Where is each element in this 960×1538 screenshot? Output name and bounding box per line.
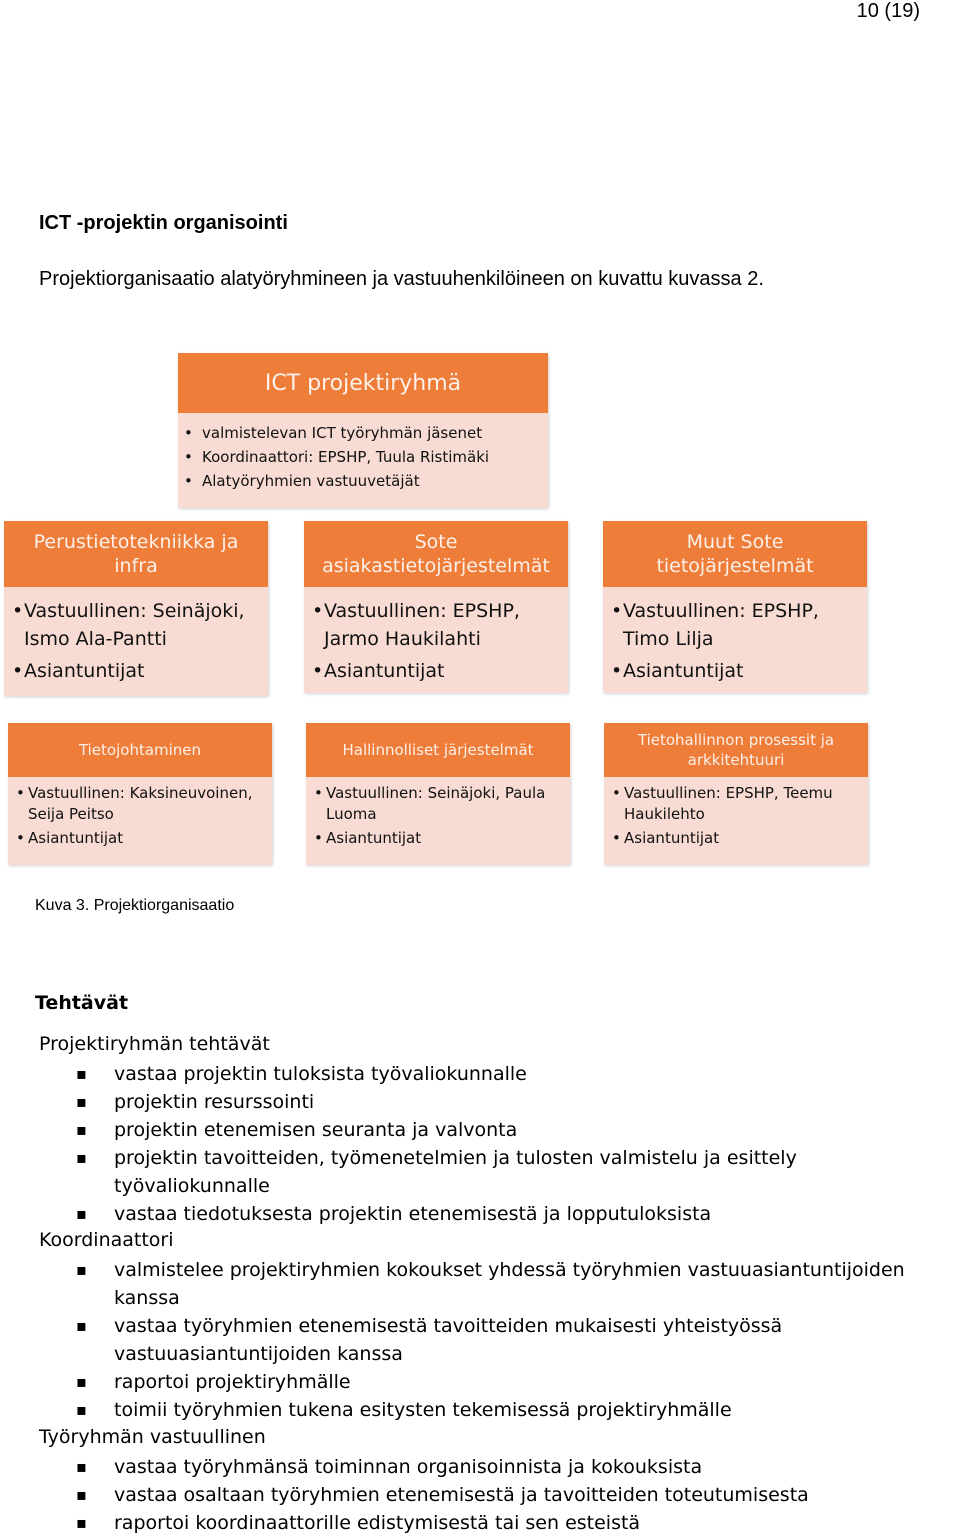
list-item: ▪ raportoi projektiryhmälle xyxy=(76,1368,956,1396)
org-box-item: • Vastuullinen: EPSHP, Timo Lilja xyxy=(623,597,867,653)
org-box-list xyxy=(304,587,568,685)
figure-caption: Kuva 3. Projektiorganisaatio xyxy=(35,897,235,914)
org-box-list xyxy=(4,587,268,685)
list-item: ▪ projektin resurssointi xyxy=(76,1088,956,1116)
org-box-sote-client xyxy=(304,521,568,693)
org-box-other-sote xyxy=(603,521,867,693)
subsection-title: Koordinaattori xyxy=(39,1229,174,1251)
list-item: ▪ vastaa tiedotuksesta projektin etenemisestä ja lopputuloksista xyxy=(76,1200,956,1228)
org-box-item: • Asiantuntijat xyxy=(324,657,568,685)
task-list xyxy=(76,1060,956,1228)
org-box-item: • Vastuullinen: Kaksineuvoinen, Seija Peitso xyxy=(28,783,272,825)
page-number: 10 (19) xyxy=(856,0,920,22)
org-box-info-management xyxy=(8,723,272,865)
org-box-title: Tietojohtaminen xyxy=(8,723,272,777)
task-list xyxy=(76,1256,956,1424)
org-box-title: ICT projektiryhmä xyxy=(178,353,548,413)
org-box-item: • Asiantuntijat xyxy=(24,657,268,685)
list-item: ▪ vastaa osaltaan työryhmien etenemisestä ja tavoitteiden toteutumisesta xyxy=(76,1481,956,1509)
org-box-title: Tietohallinnon prosessit ja arkkitehtuuri xyxy=(604,723,868,777)
org-box-list xyxy=(306,777,570,849)
org-box-infra xyxy=(4,521,268,696)
org-box-item: • Koordinaattori: EPSHP, Tuula Ristimäki xyxy=(202,445,548,469)
org-box-title: Hallinnolliset järjestelmät xyxy=(306,723,570,777)
subsection-title: Projektiryhmän tehtävät xyxy=(39,1033,270,1055)
org-box-item: • Vastuullinen: EPSHP, Jarmo Haukilahti xyxy=(324,597,568,653)
org-box-item: • Vastuullinen: Seinäjoki, Paula Luoma xyxy=(326,783,570,825)
list-item: ▪ vastaa työryhmänsä toiminnan organisoinnista ja kokouksista xyxy=(76,1453,956,1481)
subsection-title: Työryhmän vastuullinen xyxy=(39,1426,266,1448)
tasks-heading: Tehtävät xyxy=(35,992,129,1014)
org-box-item: • Asiantuntijat xyxy=(624,828,868,849)
org-box-list xyxy=(604,777,868,849)
org-box-item: • Vastuullinen: Seinäjoki, Ismo Ala-Pantti xyxy=(24,597,268,653)
org-box-list xyxy=(178,413,548,493)
org-box-item: • valmistelevan ICT työryhmän jäsenet xyxy=(202,421,548,445)
list-item: ▪ projektin etenemisen seuranta ja valvonta xyxy=(76,1116,956,1144)
task-list xyxy=(76,1453,956,1537)
org-box-title: Muut Sote tietojärjestelmät xyxy=(603,521,867,587)
list-item: ▪ toimii työryhmien tukena esitysten tekemisessä projektiryhmälle xyxy=(76,1396,956,1424)
org-box-project-group xyxy=(178,353,548,508)
org-box-admin-systems xyxy=(306,723,570,865)
org-box-item: • Vastuullinen: EPSHP, Teemu Haukilehto xyxy=(624,783,868,825)
list-item: ▪ vastaa projektin tuloksista työvaliokunnalle xyxy=(76,1060,956,1088)
org-box-list xyxy=(8,777,272,849)
org-box-it-processes xyxy=(604,723,868,865)
org-box-item: • Asiantuntijat xyxy=(623,657,867,685)
list-item: ▪ raportoi koordinaattorille edistymisestä tai sen esteistä xyxy=(76,1509,956,1537)
list-item: ▪ projektin tavoitteiden, työmenetelmien ja tulosten valmistelu ja esittely työvaliokunnalle xyxy=(76,1144,956,1200)
org-box-title: Sote asiakastietojärjestelmät xyxy=(304,521,568,587)
list-item: ▪ vastaa työryhmien etenemisestä tavoitteiden mukaisesti yhteistyössä vastuuasiantuntijoiden kanssa xyxy=(76,1312,956,1368)
intro-paragraph: Projektiorganisaatio alatyöryhmineen ja vastuuhenkilöineen on kuvattu kuvassa 2. xyxy=(39,268,764,290)
list-item: ▪ valmistelee projektiryhmien kokoukset yhdessä työryhmien vastuuasiantuntijoiden kanssa xyxy=(76,1256,956,1312)
org-box-item: • Alatyöryhmien vastuuvetäjät xyxy=(202,469,548,493)
section-heading: ICT -projektin organisointi xyxy=(39,212,288,234)
org-box-title: Perustietotekniikka ja infra xyxy=(4,521,268,587)
org-box-item: • Asiantuntijat xyxy=(28,828,272,849)
org-box-item: • Asiantuntijat xyxy=(326,828,570,849)
org-box-list xyxy=(603,587,867,685)
